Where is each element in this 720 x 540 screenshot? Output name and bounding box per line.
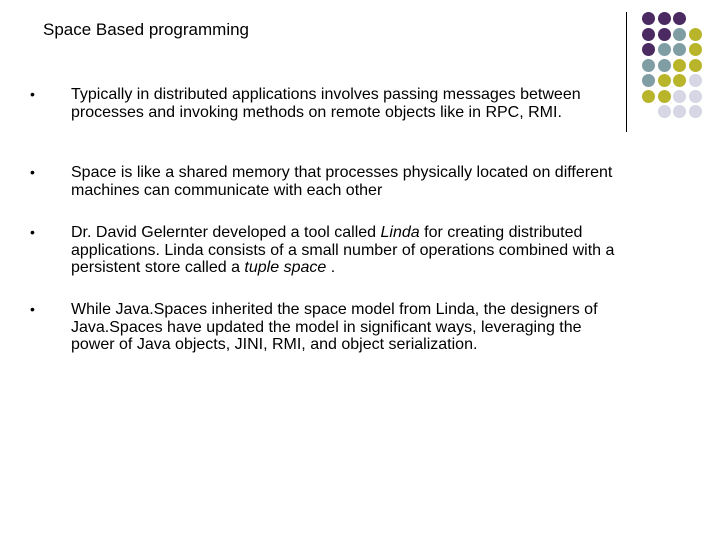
dot-lavender: [673, 105, 686, 118]
bullet-marker: •: [30, 86, 35, 102]
dot-olive: [673, 59, 686, 72]
italic-term: tuple space: [244, 259, 327, 276]
text-run: Dr. David Gelernter developed a tool called: [71, 224, 381, 241]
bullet-text: [71, 224, 621, 277]
dot-lavender: [658, 105, 671, 118]
dot-purple: [642, 12, 655, 25]
bullet-marker: •: [30, 224, 35, 240]
dot-lavender: [689, 105, 702, 118]
text-run: .: [326, 259, 336, 276]
bullet-marker: •: [30, 164, 35, 180]
text-run: Typically in distributed applications involves passing messages between processes and invoking methods on remote objects like in RPC, RMI.: [71, 86, 581, 121]
dot-teal: [673, 43, 686, 56]
divider-line: [626, 12, 627, 132]
dot-teal: [673, 28, 686, 41]
bullet-marker: •: [30, 301, 35, 317]
slide-title: Space Based programming: [43, 20, 250, 39]
dot-lavender: [673, 90, 686, 103]
dot-lavender: [689, 90, 702, 103]
dot-purple: [642, 28, 655, 41]
dot-olive: [658, 90, 671, 103]
dot-olive: [642, 90, 655, 103]
text-run: While Java.Spaces inherited the space model from Linda, the designers of Java.Spaces have updated the model in significant ways, leveraging the power of Java objects, JINI, RMI, and object serialization.: [71, 301, 598, 353]
dot-olive: [689, 43, 702, 56]
bullet-text: [71, 164, 621, 199]
dot-teal: [642, 59, 655, 72]
bullet-text: [71, 86, 621, 121]
dot-purple: [673, 12, 686, 25]
italic-term: Linda: [380, 224, 420, 241]
dot-olive: [673, 74, 686, 87]
dot-purple: [642, 43, 655, 56]
dot-olive: [689, 59, 702, 72]
dot-olive: [658, 74, 671, 87]
bullet-text: [71, 301, 621, 354]
dot-olive: [689, 28, 702, 41]
text-run: Space is like a shared memory that processes physically located on different machines can communicate with each other: [71, 164, 613, 199]
dot-purple: [658, 12, 671, 25]
dot-teal: [658, 59, 671, 72]
dot-lavender: [689, 74, 702, 87]
dot-teal: [642, 74, 655, 87]
dot-purple: [658, 28, 671, 41]
dot-teal: [658, 43, 671, 56]
text-run: for creating distributed applications. Linda consists of a small number of operations combined with a persistent store called a: [71, 224, 615, 276]
